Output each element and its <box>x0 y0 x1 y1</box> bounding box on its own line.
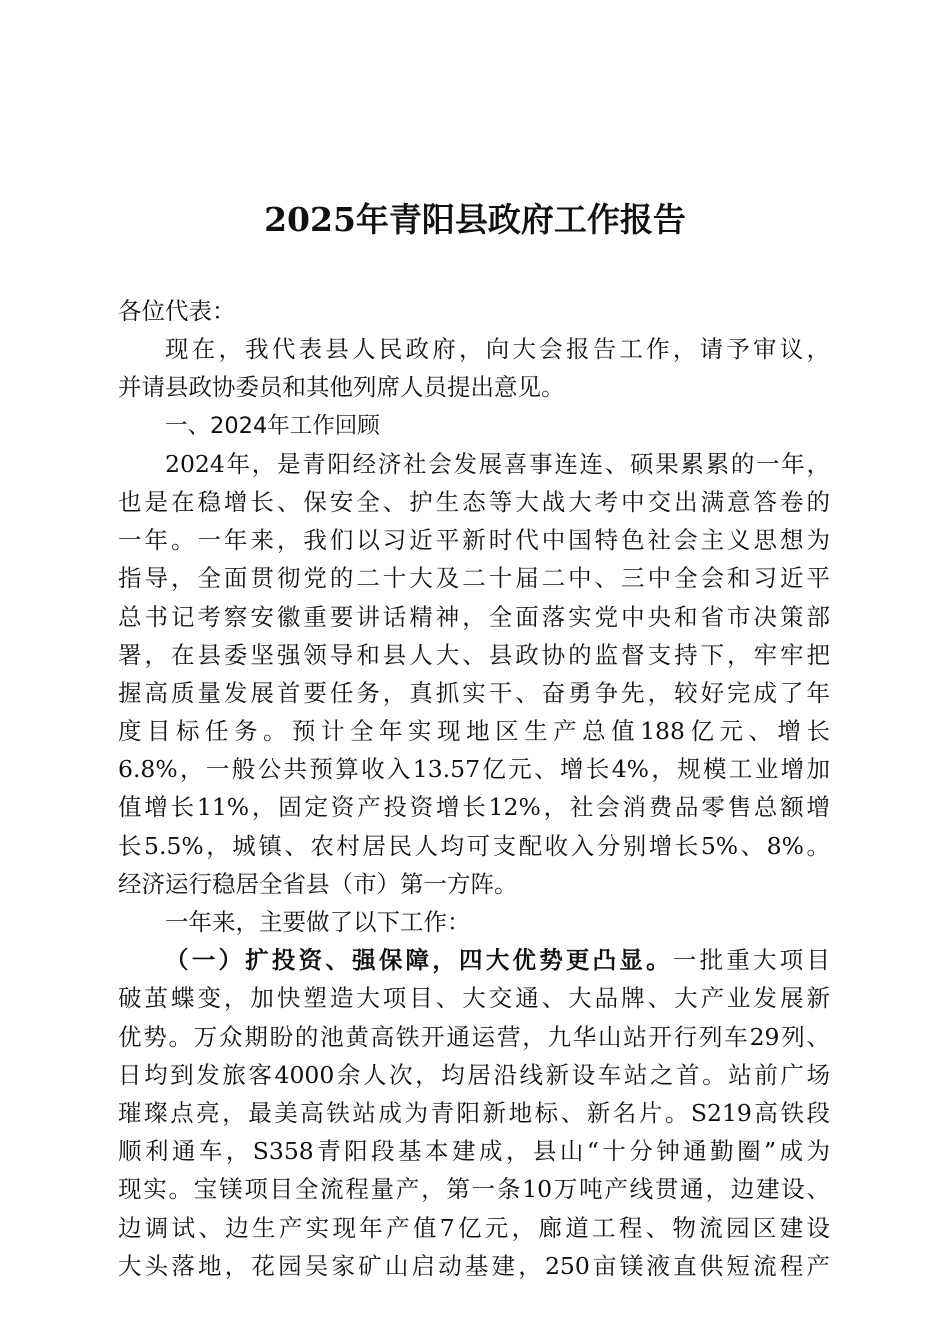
paragraph-line: 署，在县委坚强领导和县人大、县政协的监督支持下，牢牢把 <box>118 640 830 669</box>
paragraph-line: 值增长11%，固定资产投资增长12%，社会消费品零售总额增 <box>118 793 830 822</box>
paragraph-line: 长5.5%，城镇、农村居民人均可支配收入分别增长5%、8%。 <box>118 831 830 860</box>
paragraph-line: 边调试、边生产实现年产值7亿元，廊道工程、物流园区建设 <box>118 1213 830 1242</box>
paragraph-line: 破茧蝶变，加快塑造大项目、大交通、大品牌、大产业发展新 <box>118 984 830 1013</box>
section-heading: 一、2024年工作回顾 <box>165 412 380 439</box>
paragraph-line: 度目标任务。预计全年实现地区生产总值188亿元、增长 <box>118 717 830 746</box>
paragraph-line: 一年。一年来，我们以习近平新时代中国特色社会主义思想为 <box>118 526 830 555</box>
paragraph-line: 总书记考察安徽重要讲话精神，全面落实党中央和省市决策部 <box>118 602 830 631</box>
subsection-heading: （一）扩投资、强保障，四大优势更凸显。 <box>165 946 673 975</box>
paragraph-line: 一年来，主要做了以下工作： <box>165 908 471 936</box>
paragraph-line: 现在，我代表县人民政府，向大会报告工作，请予审议， <box>165 335 830 364</box>
paragraph-line: 现实。宝镁项目全流程量产，第一条10万吨产线贯通，边建设、 <box>118 1175 830 1204</box>
paragraph-line: 指导，全面贯彻党的二十大及二十届二中、三中全会和习近平 <box>118 564 830 593</box>
paragraph-line: 也是在稳增长、保安全、护生态等大战大考中交出满意答卷的 <box>118 487 830 516</box>
paragraph-line: 2024年，是青阳经济社会发展喜事连连、硕果累累的一年， <box>165 449 830 478</box>
paragraph-line: 大头落地，花园吴家矿山启动基建，250亩镁液直供短流程产 <box>118 1251 830 1280</box>
paragraph-line: 顺利通车，S358青阳段基本建成，县山“十分钟通勤圈”成为 <box>118 1137 830 1166</box>
paragraph-line: 并请县政协委员和其他列席人员提出意见。 <box>118 373 565 402</box>
document-body <box>118 292 830 1285</box>
subsection-text: 一批重大项目 <box>672 946 830 975</box>
salutation: 各位代表： <box>118 297 236 325</box>
paragraph-line: 握高质量发展首要任务，真抓实干、奋勇争先，较好完成了年 <box>118 678 830 707</box>
subsection-line <box>118 941 830 979</box>
paragraph-line: 璀璨点亮，最美高铁站成为青阳新地标、新名片。S219高铁段 <box>118 1098 830 1127</box>
paragraph-line: 6.8%，一般公共预算收入13.57亿元、增长4%，规模工业增加 <box>118 755 830 784</box>
paragraph-line: 优势。万众期盼的池黄高铁开通运营，九华山站开行列车29列、 <box>118 1022 830 1051</box>
document-title: 2025年青阳县政府工作报告 <box>264 200 686 239</box>
paragraph-line: 日均到发旅客4000余人次，均居沿线新设车站之首。站前广场 <box>118 1060 830 1089</box>
paragraph-line: 经济运行稳居全省县（市）第一方阵。 <box>118 869 518 898</box>
